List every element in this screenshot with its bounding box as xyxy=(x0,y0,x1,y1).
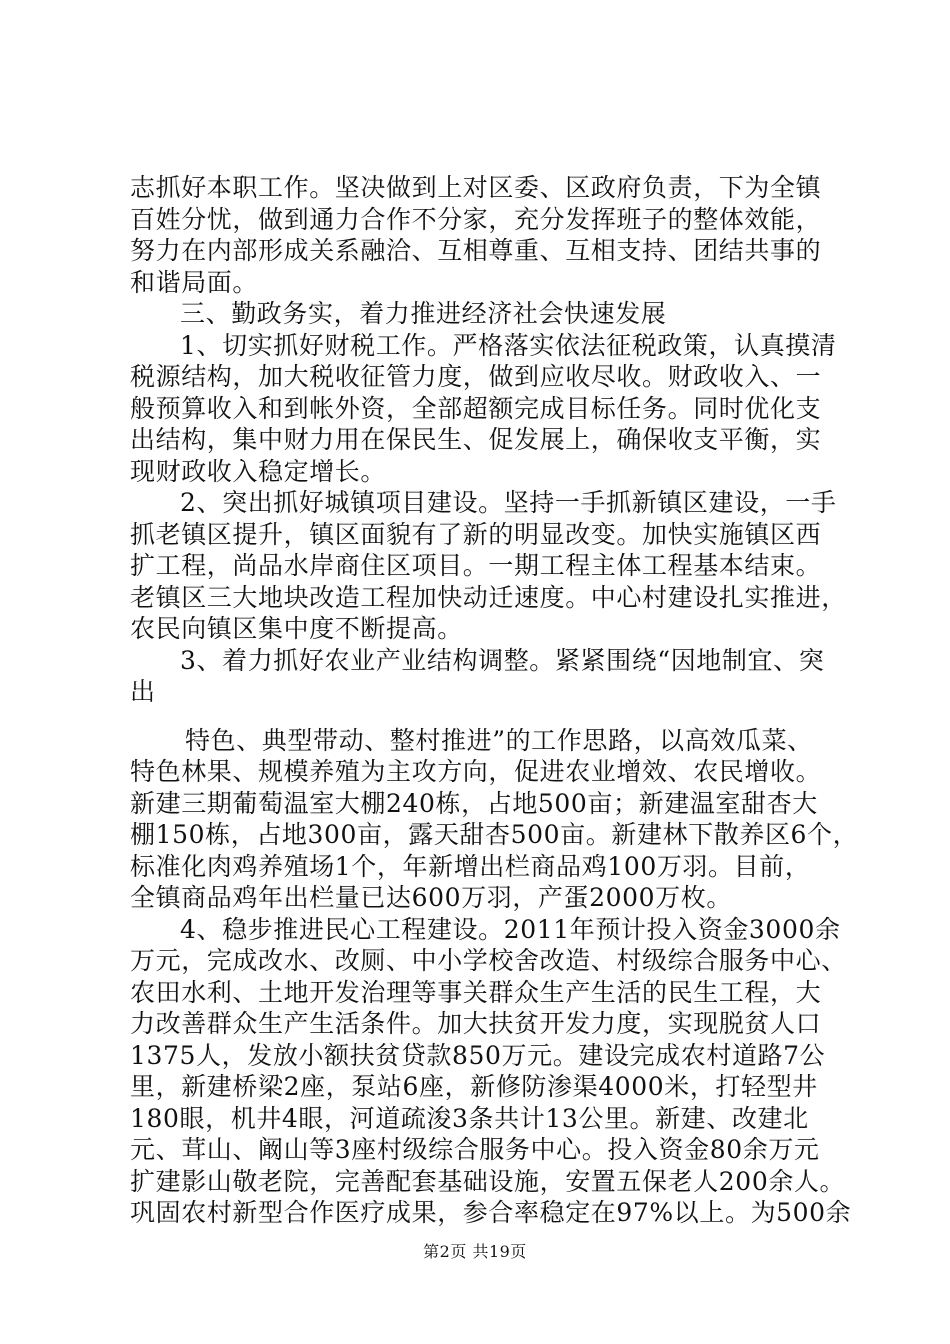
text-line: 出结构，集中财力用在保民生、促发展上，确保收支平衡，实 xyxy=(130,425,822,454)
text-line: 努力在内部形成关系融洽、互相尊重、互相支持、团结共事的 xyxy=(130,236,822,265)
text-line: 百姓分忧，做到通力合作不分家，充分发挥班子的整体效能， xyxy=(130,204,822,234)
text-line: 3、着力抓好农业产业结构调整。紧紧围绕“因地制宜、突 xyxy=(180,645,825,675)
text-line: 特色林果、规模养殖为主攻方向，促进农业增效、农民增收。 xyxy=(130,757,822,786)
text-line: 新建三期葡萄温室大棚240栋，占地500亩；新建温室甜杏大 xyxy=(130,788,818,818)
text-line: 般预算收入和到帐外资，全部超额完成目标任务。同时优化支 xyxy=(130,393,822,423)
text-line: 老镇区三大地块改造工程加快动迁速度。中心村建设扎实推进， xyxy=(130,582,847,612)
text-line: 1375人，发放小额扶贫贷款850万元。建设完成农村道路7公 xyxy=(130,1040,826,1070)
text-line: 里，新建桥梁2座，泵站6座，新修防渗渠4000米，打轻型井 xyxy=(130,1072,818,1101)
text-line: 扩工程，尚品水岸商住区项目。一期工程主体工程基本结束。 xyxy=(130,551,822,580)
text-line: 和谐局面。 xyxy=(130,267,259,297)
text-line: 2、突出抓好城镇项目建设。坚持一手抓新镇区建设，一手 xyxy=(180,488,837,517)
text-line: 税源结构，加大税收征管力度，做到应收尽收。财政收入、一 xyxy=(130,362,822,391)
text-line: 棚150栋，占地300亩，露天甜杏500亩。新建林下散养区6个， xyxy=(130,820,859,849)
text-line: 农民向镇区集中度不断提高。 xyxy=(130,614,463,643)
text-line: 特色、典型带动、整村推进”的工作思路，以高效瓜菜、 xyxy=(185,725,813,755)
page-number-footer: 第2页 共19页 xyxy=(423,1242,527,1261)
text-line: 抓老镇区提升，镇区面貌有了新的明显改变。加快实施镇区西 xyxy=(130,519,822,549)
text-line: 出 xyxy=(130,677,156,706)
text-line: 元、茸山、阚山等3座村级综合服务中心。投入资金80余万元 xyxy=(130,1135,820,1164)
text-line: 4、稳步推进民心工程建设。2011年预计投入资金3000余 xyxy=(180,914,841,944)
text-line: 180眼，机井4眼，河道疏浚3条共计13公里。新建、改建北 xyxy=(130,1103,809,1133)
section-heading: 三、勤政务实，着力推进经济社会快速发展 xyxy=(180,299,667,328)
text-line: 标准化肉鸡养殖场1个，年新增出栏商品鸡100万羽。目前， xyxy=(130,851,811,881)
text-line: 万元，完成改水、改厕、中小学校舍改造、村级综合服务中心、 xyxy=(130,946,847,975)
text-line: 力改善群众生产生活条件。加大扶贫开发力度，实现脱贫人口 xyxy=(130,1009,822,1038)
text-line: 1、切实抓好财税工作。严格落实依法征税政策，认真摸清 xyxy=(180,330,837,360)
document-body xyxy=(130,172,859,1229)
text-line: 巩固农村新型合作医疗成果，参合率稳定在97%以上。为500余 xyxy=(130,1198,852,1227)
text-line: 扩建影山敬老院，完善配套基础设施，安置五保老人200余人。 xyxy=(130,1166,846,1196)
text-line: 全镇商品鸡年出栏量已达600万羽，产蛋2000万枚。 xyxy=(130,883,732,912)
text-line: 农田水利、土地开发治理等事关群众生产生活的民生工程，大 xyxy=(130,977,822,1007)
text-line: 现财政收入稳定增长。 xyxy=(130,456,387,486)
text-line: 志抓好本职工作。坚决做到上对区委、区政府负责，下为全镇 xyxy=(130,173,822,202)
